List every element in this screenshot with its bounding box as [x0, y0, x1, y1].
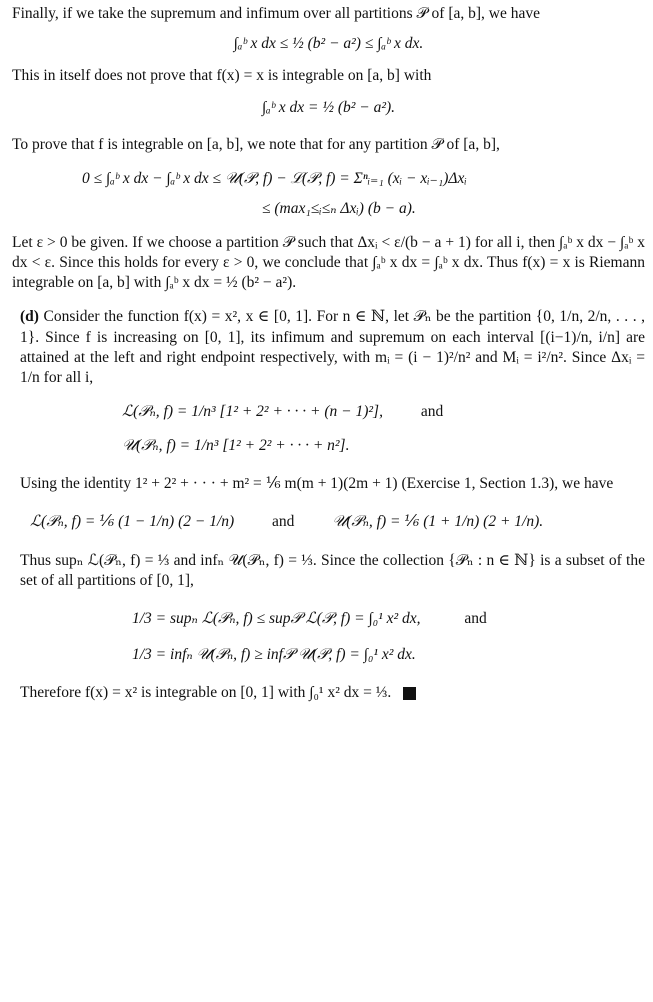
equation-bounds: ∫ₐᵇ x dx ≤ ½ (b² − a²) ≤ ∫ₐᵇ x dx.	[233, 35, 424, 53]
equation-integral-value: ∫ₐᵇ x dx = ½ (b² − a²).	[261, 99, 396, 117]
equation-lower-sum-and: and	[420, 402, 444, 420]
para-epsilon-argument: Let ε > 0 be given. If we choose a partition 𝒫 such that Δxᵢ < ε/(b − a + 1) for all i, then ∫ₐᵇ x dx − ∫ₐᵇ x dx < ε. Since this holds for every ε > 0, we conclude that ∫ₐᵇ x dx = ∫ₐᵇ x dx. Thus f(x) = x is Riemann integrable on [a, b] with ∫ₐᵇ x dx = ½ (b² − a²).	[12, 233, 645, 292]
para-not-proof: This in itself does not prove that f(x) = x is integrable on [a, b] with	[12, 67, 432, 85]
equation-upper-closed: 𝒰(𝒫ₙ, f) = ⅙ (1 + 1/n) (2 + 1/n).	[332, 513, 544, 531]
para-sup-inf: Thus supₙ ℒ(𝒫ₙ, f) = ⅓ and infₙ 𝒰(𝒫ₙ, f) = ⅓. Since the collection {𝒫ₙ : n ∈ ℕ} is a subset of the set of all partitions of [0, 1],	[20, 551, 645, 589]
para-prove-integrable: To prove that f is integrable on [a, b], we note that for any partition 𝒫 of [a, b],	[12, 135, 500, 153]
part-d-text: Consider the function f(x) = x², x ∈ [0, 1]. For n ∈ ℕ, let 𝒫ₙ be the partition {0, 1/n, 2/n, . . . , 1}. Since f is increasing on [0, 1], its infimum and supremum on each interval [(i−1)/n, i/n] are attained at the left and right endpoint respectively, with mᵢ = (i − 1)²/n² and Mᵢ = i²/n². Since Δxᵢ = 1/n for all i,	[20, 308, 646, 386]
para-conclusion	[20, 683, 645, 703]
equation-upper-sum: 𝒰(𝒫ₙ, f) = 1/n³ [1² + 2² + · · · + n²].	[122, 437, 350, 455]
equation-sup-chain-row	[132, 609, 645, 629]
equation-closed-forms-row	[30, 512, 645, 532]
equation-difference: 0 ≤ ∫ₐᵇ x dx − ∫ₐᵇ x dx ≤ 𝒰(𝒫, f) − ℒ(𝒫, f) = Σⁿᵢ₌₁ (xᵢ − xᵢ₋₁)Δxᵢ	[82, 169, 467, 187]
para-identity: Using the identity 1² + 2² + · · · + m² = ⅙ m(m + 1)(2m + 1) (Exercise 1, Section 1.3), we have	[20, 475, 614, 493]
equation-difference-bound: ≤ (max₁≤ᵢ≤ₙ Δxᵢ) (b − a).	[262, 199, 416, 217]
equation-sup-chain-and: and	[464, 609, 487, 627]
equation-sup-chain: 1/3 = supₙ ℒ(𝒫ₙ, f) ≤ sup𝒫 ℒ(𝒫, f) = ∫₀¹ x² dx,	[132, 609, 421, 627]
equation-lower-sum-row	[122, 402, 645, 422]
conclusion-text: Therefore f(x) = x² is integrable on [0, 1] with ∫₀¹ x² dx = ⅓.	[20, 684, 392, 702]
para-part-d	[20, 307, 645, 388]
equation-closed-and: and	[272, 513, 295, 531]
para-supremum-infimum: Finally, if we take the supremum and infimum over all partitions 𝒫 of [a, b], we have	[12, 5, 540, 22]
equation-inf-chain: 1/3 = infₙ 𝒰(𝒫ₙ, f) ≥ inf𝒫 𝒰(𝒫, f) = ∫₀¹ x² dx.	[132, 645, 416, 663]
part-d-label: (d)	[20, 308, 39, 326]
equation-lower-closed: ℒ(𝒫ₙ, f) = ⅙ (1 − 1/n) (2 − 1/n)	[30, 513, 235, 531]
equation-lower-sum: ℒ(𝒫ₙ, f) = 1/n³ [1² + 2² + · · · + (n − 1)²],	[122, 402, 383, 420]
qed-square-icon	[403, 687, 416, 700]
